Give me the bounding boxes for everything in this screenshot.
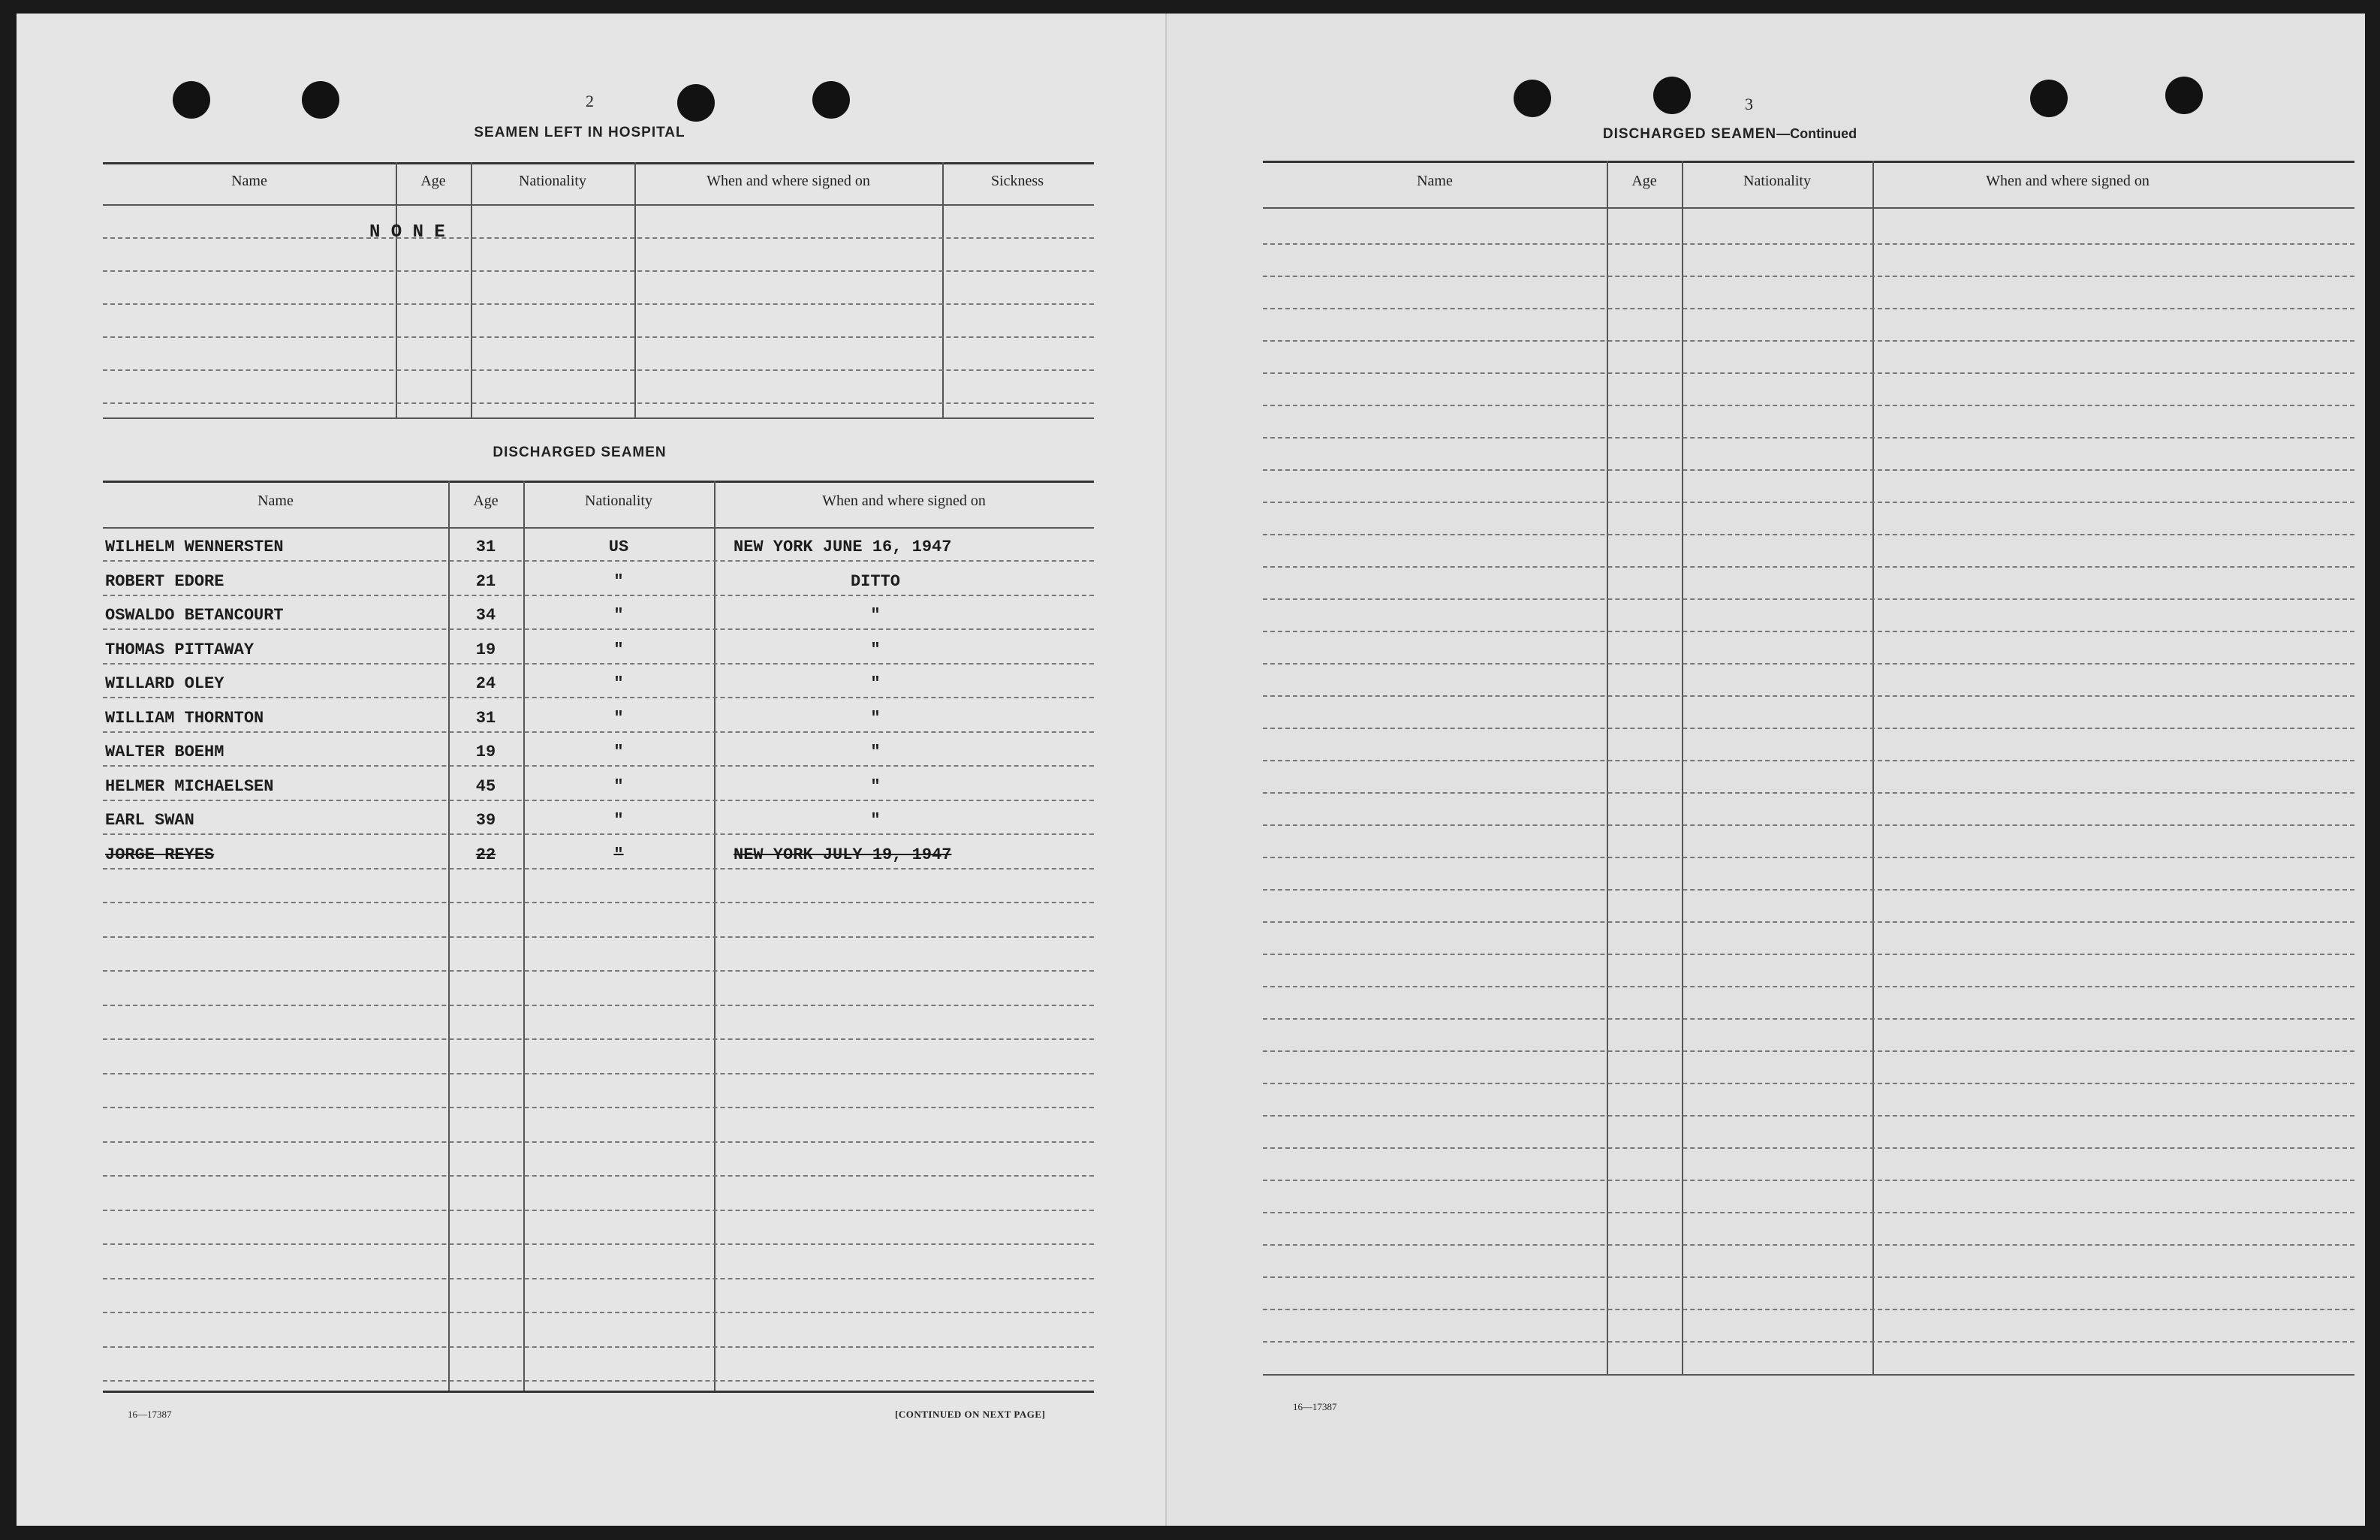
- row-line: [1263, 1180, 2354, 1181]
- row-line: [103, 697, 1094, 698]
- row-line: [1263, 921, 2354, 923]
- row-signed: ": [870, 674, 881, 693]
- row-line: [1263, 276, 2354, 277]
- row-name: WILLARD OLEY: [105, 674, 224, 693]
- row-nationality: ": [613, 640, 624, 659]
- rule: [103, 417, 1094, 419]
- page-number: 3: [1745, 95, 1753, 113]
- col-divider: [634, 162, 636, 417]
- row-line: [103, 369, 1094, 371]
- row-name: THOMAS PITTAWAY: [105, 640, 255, 659]
- row-line: [103, 902, 1094, 903]
- page-number: 2: [586, 92, 594, 110]
- punch-hole: [173, 81, 210, 119]
- row-signed: DITTO: [850, 572, 900, 591]
- row-signed: ": [870, 743, 881, 761]
- row-line: [1263, 792, 2354, 794]
- row-line: [103, 1107, 1094, 1108]
- row-line: [1263, 631, 2354, 632]
- row-age: 22: [475, 845, 496, 864]
- col-age: Age: [420, 173, 446, 189]
- row-line: [1263, 695, 2354, 697]
- row-line: [103, 303, 1094, 305]
- col-signed-on: When and where signed on: [706, 173, 870, 189]
- col-divider: [396, 162, 397, 417]
- row-signed: ": [870, 777, 881, 796]
- row-name: OSWALDO BETANCOURT: [105, 606, 284, 625]
- punch-hole: [302, 81, 339, 119]
- col-nationality: Nationality: [585, 493, 652, 509]
- row-line: [1263, 405, 2354, 406]
- row-line: [1263, 1050, 2354, 1052]
- row-line: [1263, 308, 2354, 309]
- row-line: [103, 595, 1094, 596]
- row-line: [103, 731, 1094, 733]
- row-line: [1263, 340, 2354, 342]
- row-name: WALTER BOEHM: [105, 743, 224, 761]
- row-signed: ": [870, 709, 881, 728]
- row-name: EARL SWAN: [105, 811, 194, 830]
- row-age: 21: [475, 572, 496, 591]
- col-name: Name: [231, 173, 267, 189]
- row-name: WILLIAM THORNTON: [105, 709, 264, 728]
- row-line: [1263, 534, 2354, 535]
- rule: [1263, 161, 2354, 163]
- row-line: [1263, 598, 2354, 600]
- row-line: [1263, 954, 2354, 955]
- row-line: [103, 336, 1094, 338]
- hospital-none-entry: N O N E: [369, 222, 445, 243]
- row-line: [1263, 469, 2354, 471]
- punch-hole: [812, 81, 850, 119]
- row-line: [103, 970, 1094, 972]
- row-line: [103, 1312, 1094, 1313]
- col-name: Name: [1417, 173, 1453, 189]
- row-line: [103, 1346, 1094, 1348]
- row-line: [103, 1038, 1094, 1040]
- row-line: [103, 237, 1094, 239]
- title-suffix: —Continued: [1776, 126, 1857, 141]
- row-line: [1263, 437, 2354, 438]
- row-nationality: ": [613, 811, 624, 830]
- row-line: [1263, 1276, 2354, 1278]
- row-age: 19: [475, 640, 496, 659]
- page-right: [1165, 14, 2365, 1526]
- rule: [103, 204, 1094, 206]
- title-text: DISCHARGED SEAMEN: [1602, 126, 1777, 142]
- row-line: [103, 1175, 1094, 1177]
- row-line: [103, 800, 1094, 801]
- row-line: [1263, 1018, 2354, 1020]
- rule: [103, 1391, 1094, 1393]
- col-age: Age: [473, 493, 499, 509]
- row-line: [1263, 502, 2354, 503]
- col-name: Name: [258, 493, 294, 509]
- row-age: 24: [475, 674, 496, 693]
- row-line: [1263, 243, 2354, 245]
- page-left: [17, 14, 1165, 1526]
- col-signed-on: When and where signed on: [1986, 173, 2150, 189]
- row-line: [1263, 1309, 2354, 1310]
- row-line: [1263, 857, 2354, 858]
- row-line: [1263, 566, 2354, 568]
- row-line: [103, 663, 1094, 665]
- col-age: Age: [1631, 173, 1657, 189]
- row-nationality: ": [613, 572, 624, 591]
- row-name: HELMER MICHAELSEN: [105, 777, 274, 796]
- row-line: [103, 1005, 1094, 1006]
- punch-hole: [1653, 77, 1691, 114]
- row-line: [1263, 1115, 2354, 1117]
- rule: [1263, 207, 2354, 209]
- punch-hole: [1514, 80, 1551, 117]
- col-nationality: Nationality: [519, 173, 586, 189]
- col-divider: [942, 162, 944, 417]
- row-line: [103, 1380, 1094, 1382]
- discharged-section-title: DISCHARGED SEAMEN: [493, 445, 667, 460]
- col-divider: [471, 162, 472, 417]
- row-nationality: US: [608, 538, 629, 556]
- row-line: [1263, 728, 2354, 729]
- row-line: [103, 402, 1094, 404]
- row-signed: ": [870, 606, 881, 625]
- row-line: [1263, 1212, 2354, 1213]
- row-line: [1263, 663, 2354, 665]
- row-age: 39: [475, 811, 496, 830]
- row-signed: NEW YORK JUNE 16, 1947: [734, 538, 952, 556]
- row-line: [1263, 1244, 2354, 1246]
- row-nationality: ": [613, 606, 624, 625]
- row-line: [103, 765, 1094, 767]
- rule: [103, 527, 1094, 529]
- row-signed: NEW YORK JULY 19, 1947: [734, 845, 952, 864]
- row-nationality: ": [613, 777, 624, 796]
- row-line: [103, 1243, 1094, 1245]
- row-line: [103, 936, 1094, 938]
- continued-note: [CONTINUED ON NEXT PAGE]: [895, 1409, 1046, 1420]
- punch-hole: [677, 84, 715, 122]
- row-line: [1263, 986, 2354, 987]
- row-age: 45: [475, 777, 496, 796]
- row-line: [103, 1073, 1094, 1074]
- row-line: [1263, 1147, 2354, 1149]
- row-line: [1263, 1083, 2354, 1084]
- row-name: JORGE REYES: [105, 845, 215, 864]
- row-line: [1263, 889, 2354, 891]
- document-frame: [17, 14, 2363, 1526]
- row-signed: ": [870, 811, 881, 830]
- row-signed: ": [870, 640, 881, 659]
- row-age: 31: [475, 538, 496, 556]
- hospital-section-title: SEAMEN LEFT IN HOSPITAL: [474, 125, 685, 140]
- row-line: [1263, 1341, 2354, 1343]
- row-age: 19: [475, 743, 496, 761]
- col-divider: [1682, 161, 1683, 1374]
- col-sickness: Sickness: [991, 173, 1044, 189]
- row-line: [1263, 372, 2354, 374]
- rule: [1263, 1374, 2354, 1376]
- col-nationality: Nationality: [1743, 173, 1811, 189]
- rule: [103, 162, 1094, 164]
- row-nationality: ": [613, 743, 624, 761]
- form-code: 16—17387: [1293, 1401, 1337, 1412]
- row-line: [103, 560, 1094, 562]
- row-nationality: ": [613, 709, 624, 728]
- row-line: [103, 1278, 1094, 1279]
- row-line: [103, 270, 1094, 272]
- row-line: [1263, 824, 2354, 826]
- row-line: [103, 628, 1094, 630]
- col-signed-on: When and where signed on: [822, 493, 986, 509]
- col-divider: [1607, 161, 1608, 1374]
- form-code: 16—17387: [128, 1409, 172, 1420]
- row-line: [1263, 760, 2354, 761]
- col-divider: [1872, 161, 1874, 1374]
- row-line: [103, 1210, 1094, 1211]
- row-age: 34: [475, 606, 496, 625]
- row-age: 31: [475, 709, 496, 728]
- row-nationality: ": [613, 845, 624, 864]
- punch-hole: [2030, 80, 2068, 117]
- row-line: [103, 868, 1094, 869]
- punch-hole: [2165, 77, 2203, 114]
- row-nationality: ": [613, 674, 624, 693]
- row-name: ROBERT EDORE: [105, 572, 224, 591]
- row-line: [103, 1141, 1094, 1143]
- discharged-continued-title: [1467, 126, 1993, 143]
- row-line: [103, 833, 1094, 835]
- rule: [103, 481, 1094, 483]
- row-name: WILHELM WENNERSTEN: [105, 538, 284, 556]
